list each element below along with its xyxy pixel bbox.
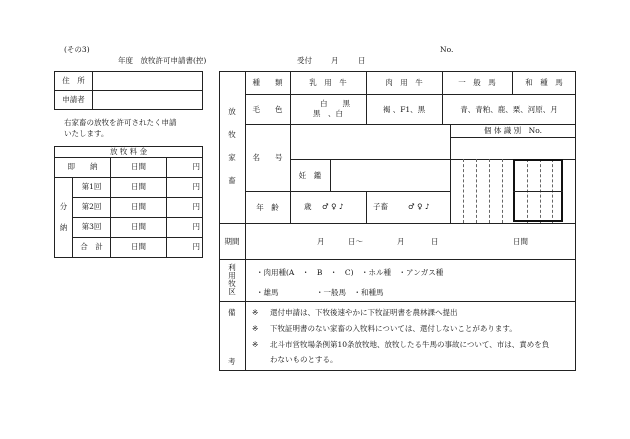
pasture-char: 区	[228, 287, 236, 297]
side-char: 家	[228, 153, 236, 162]
pasture-label	[219, 259, 245, 301]
request-text-cont: いたします。	[64, 129, 109, 138]
color-dairy-line2: 黒 、白	[313, 109, 343, 118]
color-dairy[interactable]	[290, 94, 366, 124]
request-text: 右家畜の放牧を許可されたく申請	[64, 118, 177, 127]
sex-options[interactable]: ♂ ♀ ♪	[322, 202, 344, 211]
color-label: 毛 色	[252, 104, 283, 114]
notes-label-top: 備	[228, 308, 236, 317]
pasture-cattle-options[interactable]: ・肉用種(A ・ B ・ C) ・ホル種 ・アンガス種	[256, 268, 444, 277]
sokuno-label: 即 納	[55, 158, 111, 178]
line-period-top	[219, 223, 576, 224]
fee-table	[54, 146, 203, 258]
line-id-col	[450, 124, 451, 223]
period-days: 日間	[513, 237, 528, 246]
line-pasture-top	[219, 259, 576, 260]
applicant-table	[54, 71, 203, 110]
type-general-horse[interactable]: 一 般 馬	[458, 78, 496, 87]
type-label: 種 類	[252, 78, 283, 87]
side-char: 畜	[228, 176, 236, 185]
id-digit-divider	[502, 159, 503, 223]
id-digit-divider	[463, 159, 464, 223]
note-3-cont: わないものとする。	[270, 355, 338, 364]
pregnancy-label: 妊 鑑	[298, 170, 322, 180]
line-age-mid	[366, 191, 367, 223]
installment-3-days: 日間	[111, 218, 167, 238]
address-label: 住 所	[55, 72, 93, 91]
bunno-label	[55, 178, 73, 258]
period-label: 期間	[224, 236, 240, 246]
total-yen: 円	[167, 238, 203, 258]
pasture-char: 用	[228, 270, 236, 280]
installment-2-yen: 円	[167, 198, 203, 218]
sokuno-days: 日間	[111, 158, 167, 178]
children-sex-options[interactable]: ♂ ♀ ♪	[408, 202, 430, 211]
line-pregnancy-col	[330, 159, 331, 191]
note-mark: ※	[252, 308, 259, 317]
name-label: 名 号	[252, 153, 283, 162]
installment-2-label: 第2回	[73, 198, 111, 218]
period-end-day: 日	[431, 237, 439, 246]
total-label: 合 計	[73, 238, 111, 258]
period-start-month: 月	[317, 237, 325, 246]
note-1: 還付申請は、下牧後速やかに下牧証明書を農林課へ提出	[270, 308, 458, 317]
applicant-name-label: 申請者	[55, 91, 93, 110]
note-mark: ※	[252, 324, 259, 333]
note-2: 下牧証明書のない家畜の入牧料については、還付しないことがあります。	[270, 324, 517, 333]
type-beef[interactable]: 肉 用 牛	[385, 78, 423, 87]
reception-month: 月	[331, 56, 339, 65]
installment-3-label: 第3回	[73, 218, 111, 238]
page-title: 年度 放牧許可申請書(控)	[118, 56, 207, 65]
reception-label: 受付	[297, 56, 312, 65]
type-dairy[interactable]: 乳 用 牛	[309, 78, 347, 87]
side-char: 牧	[228, 130, 236, 139]
address-field[interactable]	[93, 72, 203, 91]
children-label: 子畜	[373, 202, 388, 211]
type-native-horse[interactable]: 和 種 馬	[525, 78, 563, 87]
sokuno-yen: 円	[167, 158, 203, 178]
line-notes-top	[219, 301, 576, 302]
pasture-horse-options[interactable]: ・雄馬 ・一般馬 ・和種馬	[256, 288, 384, 297]
livestock-side-label	[219, 90, 245, 202]
color-horse[interactable]: 青、青粕、鹿、栗、河原、月	[460, 104, 558, 114]
installment-2-days: 日間	[111, 198, 167, 218]
reception-day: 日	[358, 56, 366, 65]
applicant-name-field[interactable]	[93, 91, 203, 110]
bunno-char-1: 分	[59, 201, 68, 211]
total-days: 日間	[111, 238, 167, 258]
fee-table-title: 放 牧 料 金	[55, 147, 203, 158]
line-id-label-bottom	[450, 137, 576, 138]
installment-1-yen: 円	[167, 178, 203, 198]
pasture-char: 利	[228, 262, 236, 272]
side-char: 放	[228, 107, 236, 116]
id-check-box-mid	[513, 191, 563, 192]
id-digit-divider	[489, 159, 490, 223]
age-unit: 歳	[304, 202, 312, 211]
id-digit-divider	[476, 159, 477, 223]
name-field[interactable]	[290, 124, 450, 159]
color-dairy-line1: 白 黒	[320, 98, 350, 108]
note-3: 北斗市営牧場条例第10条放牧地、放牧したる牛馬の事故について、市は、責めを負	[270, 340, 550, 349]
individual-id-label: 個 体 識 別 No.	[484, 126, 542, 135]
period-start-day: 日〜	[348, 237, 363, 246]
installment-1-label: 第1回	[73, 178, 111, 198]
no-label: No.	[440, 45, 454, 54]
color-beef[interactable]: 褐 、F1、黒	[382, 104, 426, 114]
bunno-char-2: 納	[59, 222, 68, 232]
notes-label-bottom: 考	[228, 357, 236, 366]
note-mark: ※	[252, 340, 259, 349]
installment-1-days: 日間	[111, 178, 167, 198]
form-number: (その3)	[64, 45, 90, 54]
installment-3-yen: 円	[167, 218, 203, 238]
pasture-char: 牧	[228, 279, 236, 288]
age-label: 年 齢	[256, 202, 279, 212]
period-end-month: 月	[397, 237, 405, 246]
